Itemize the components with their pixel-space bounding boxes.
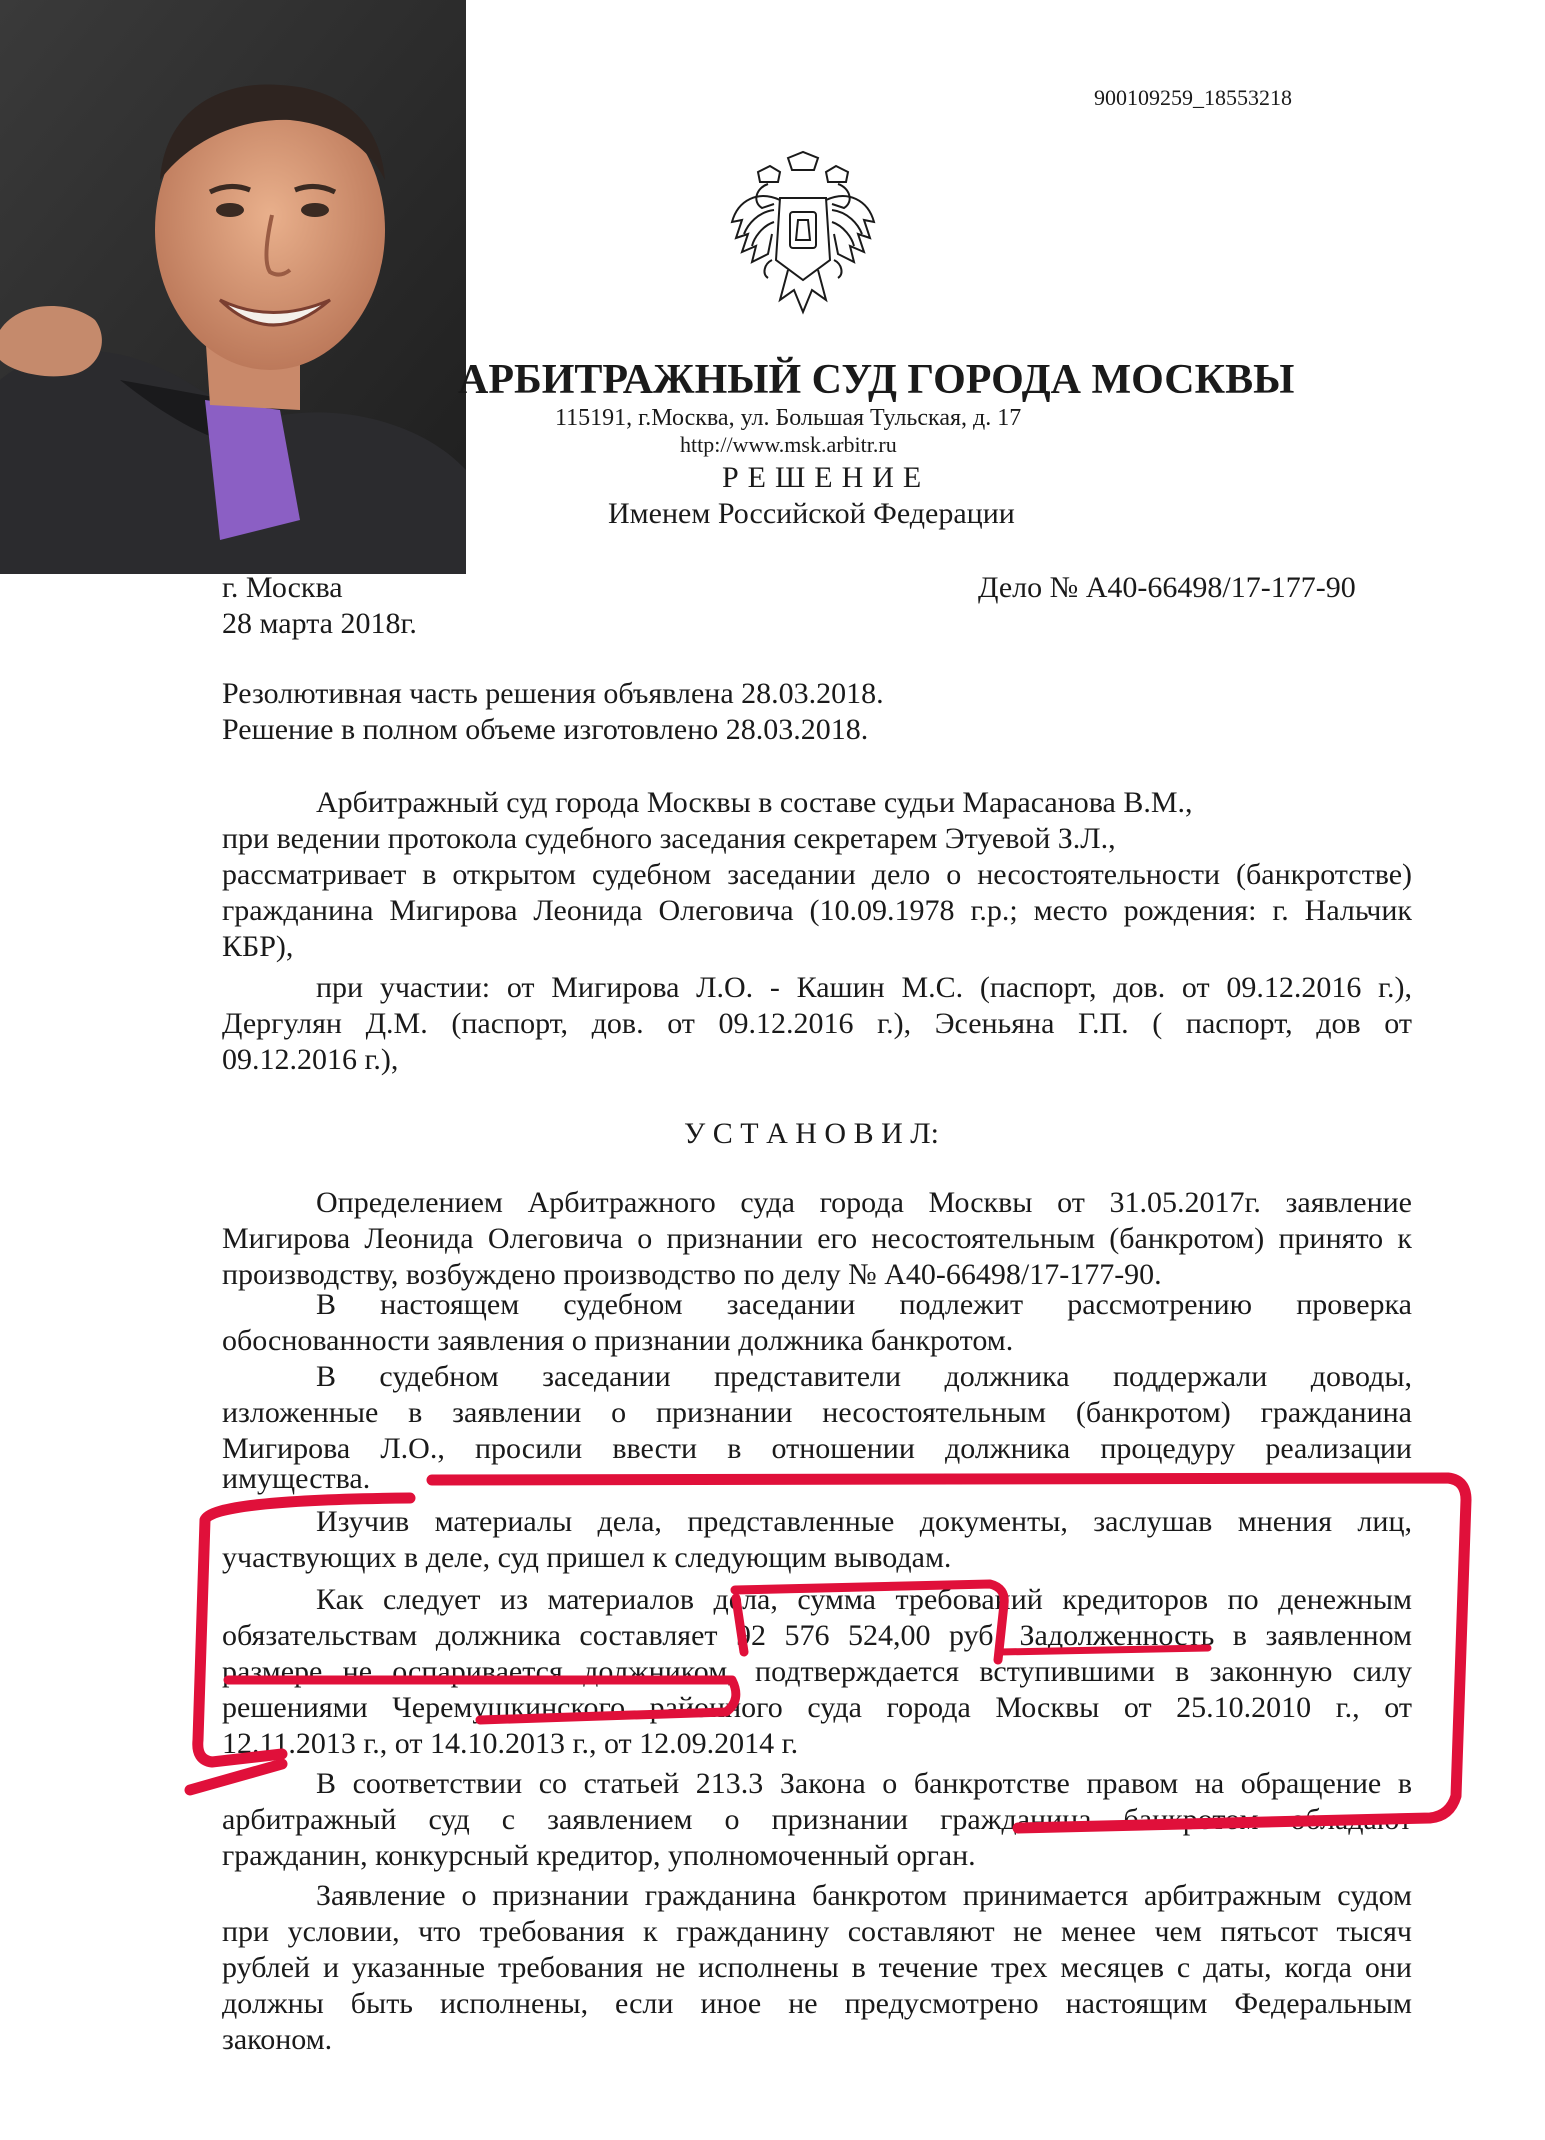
decision-prepared: Решение в полном объеме изготовлено 28.03.2018.	[222, 713, 869, 746]
document-id: 900109259_18553218	[1094, 85, 1292, 110]
decision-date: 28 марта 2018г.	[222, 607, 417, 640]
body-line: обоснованности заявления о признании должника банкротом.	[222, 1324, 1014, 1357]
body-line: изложенные в заявлении о признании несостоятельным (банкротом) гражданина	[222, 1396, 1412, 1429]
case-number: Дело № А40-66498/17-177-90	[978, 571, 1356, 604]
body-line: Изучив материалы дела, представленные документы, заслушав мнения лиц,	[316, 1505, 1412, 1538]
body-line: Мигирова Леонида Олеговича о признании его несостоятельным (банкротом) принято к	[222, 1222, 1412, 1255]
body-line: 12.11.2013 г., от 14.10.2013 г., от 12.09.2014 г.	[222, 1727, 799, 1760]
intro-line: при ведении протокола судебного заседания секретарем Этуевой З.Л.,	[222, 822, 1116, 855]
body-line: участвующих в деле, суд пришел к следующим выводам.	[222, 1541, 952, 1574]
body-line: решениями Черемушкинского районного суда города Москвы от 25.10.2010 г., от	[222, 1691, 1412, 1724]
intro-line-text: Дергулян Д.М. (паспорт, дов. от 09.12.2016 г.), Эсеньяна Г.П. ( паспорт, дов от	[222, 1007, 1412, 1040]
body-line: Определением Арбитражного суда города Москвы от 31.05.2017г. заявление	[316, 1186, 1412, 1219]
document-subtitle: Именем Российской Федерации	[608, 497, 1015, 530]
intro-line-text: рассматривает в открытом судебном заседании дело о несостоятельности (банкротстве)	[222, 858, 1412, 891]
intro-line: КБР),	[222, 930, 294, 963]
body-line: арбитражный суд с заявлением о признании гражданина банкротом обладают	[222, 1803, 1412, 1836]
resolution-announced: Резолютивная часть решения объявлена 28.03.2018.	[222, 677, 884, 710]
body-line: при условии, что требования к гражданину составляют не менее чем пятьсот тысяч	[222, 1915, 1412, 1948]
body-line: размере не оспаривается должником, подтверждается вступившими в законную силу	[222, 1655, 1412, 1688]
document-type-title: РЕШЕНИЕ	[722, 461, 931, 494]
body-line: обязательствам должника составляет 92 576 524,00 руб. Задолженность в заявленном	[222, 1619, 1412, 1652]
intro-line-text: гражданина Мигирова Леонида Олеговича (10.09.1978 г.р.; место рождения: г. Нальчик	[222, 894, 1412, 927]
body-line: гражданин, конкурсный кредитор, уполномоченный орган.	[222, 1839, 976, 1872]
intro-line: 09.12.2016 г.),	[222, 1043, 399, 1076]
body-line: Мигирова Л.О., просили ввести в отношении должника процедуру реализации	[222, 1432, 1412, 1465]
court-address: 115191, г.Москва, ул. Большая Тульская, д. 17	[555, 405, 1022, 431]
intro-line: Арбитражный суд города Москвы в составе судьи Марасанова В.М.,	[316, 786, 1193, 819]
city: г. Москва	[222, 571, 343, 604]
body-line: В соответствии со статьей 213.3 Закона о банкротстве правом на обращение в	[316, 1767, 1412, 1800]
intro-line-text: при участии: от Мигирова Л.О. - Кашин М.С. (паспорт, дов. от 09.12.2016 г.),	[316, 971, 1412, 1004]
court-title: АРБИТРАЖНЫЙ СУД ГОРОДА МОСКВЫ	[458, 357, 1295, 403]
body-line: В настоящем судебном заседании подлежит рассмотрению проверка	[316, 1288, 1412, 1321]
body-line: В судебном заседании представители должника поддержали доводы,	[316, 1360, 1412, 1393]
body-line: законом.	[222, 2023, 333, 2056]
body-line: производству, возбуждено производство по делу № А40-66498/17-177-90.	[222, 1258, 1162, 1291]
body-line: Как следует из материалов дела, сумма требований кредиторов по денежным	[316, 1583, 1412, 1616]
body-line: рублей и указанные требования не исполнены в течение трех месяцев с даты, когда они	[222, 1951, 1412, 1984]
established-heading: У С Т А Н О В И Л:	[684, 1117, 939, 1150]
court-website-link[interactable]: http://www.msk.arbitr.ru	[680, 432, 897, 457]
body-line: Заявление о признании гражданина банкротом принимается арбитражным судом	[316, 1879, 1412, 1912]
body-line: имущества.	[222, 1462, 371, 1495]
body-line: должны быть исполнены, если иное не предусмотрено настоящим Федеральным	[222, 1987, 1412, 2020]
